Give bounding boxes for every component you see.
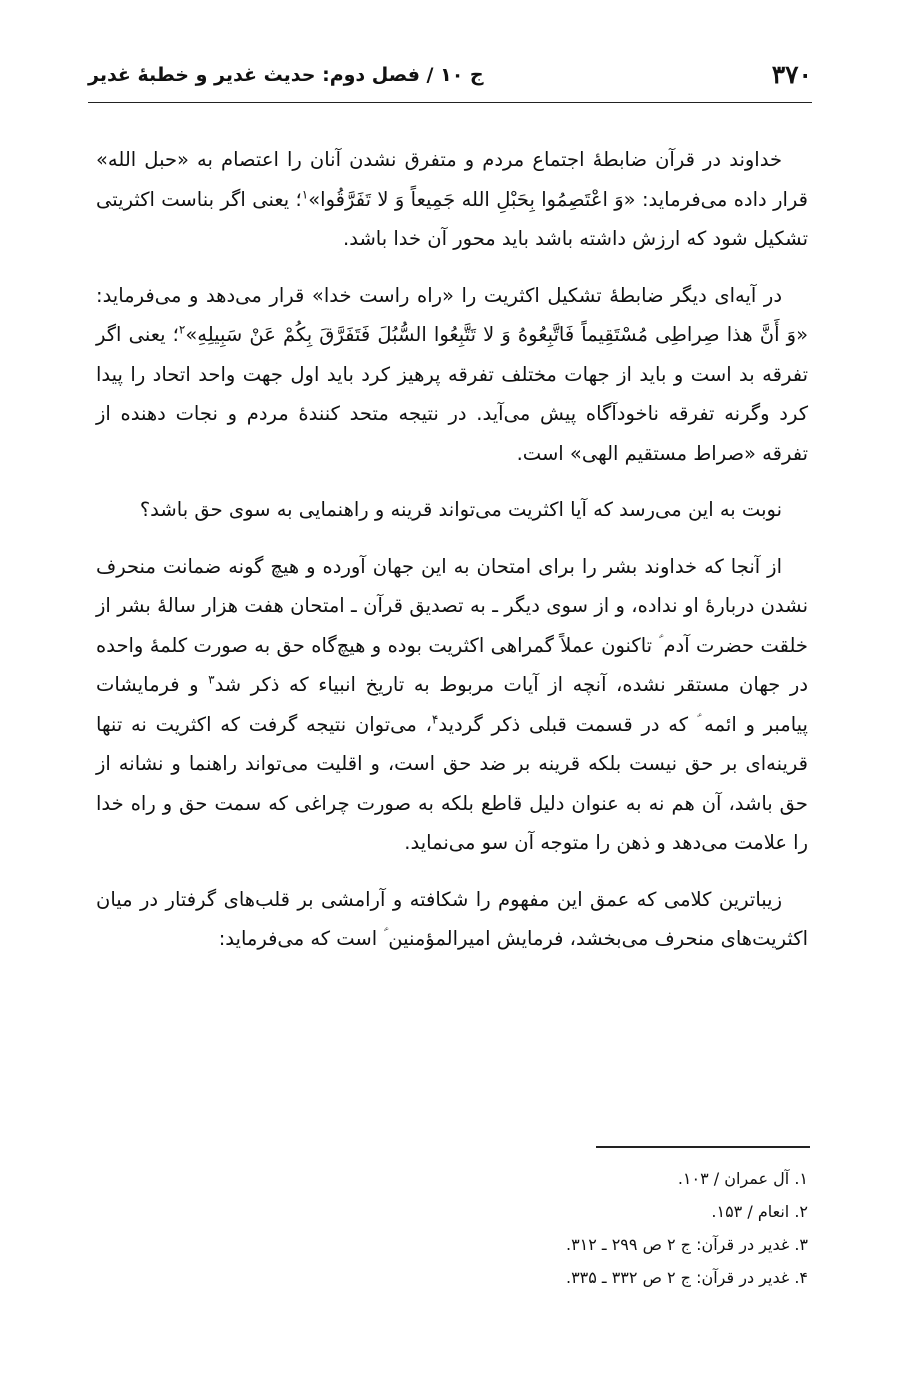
paragraph-4 [96,547,808,863]
paragraph-3 [96,490,808,530]
header-divider [88,102,812,103]
footnote-ref: ۲ [178,322,186,337]
footnote-1: ۱. آل عمران / ۱۰۳. [677,1169,808,1188]
paragraph-text: از آنجا که خداوند بشر را برای امتحان به این جهان آورده و هیچ گونه ضمانت منحرف نشدن دربارهٔ او نداده، و از سوی دیگر ـ به تصدیق قرآن ـ امتحان هفت هزار سالهٔ بشر از خلقت حضرت آدم ؑ تاکنون عملاً گمراهی اکثریت بوده و هیچ‌گاه حق به صورت کلمهٔ واحده در جهان مستقر نشده، آنچه از آیات مربوط به تاریخ انبیاء که ذکر شد [96,554,809,696]
paragraph-2 [96,276,808,474]
page-number: ۳۷۰ [771,60,812,89]
footnote-ref: ۳ [208,672,215,687]
page-body [96,140,808,976]
footnote-2: ۲. انعام / ۱۵۳. [711,1202,808,1221]
paragraph-text: ؛ یعنی اگر بناست اکثریتی تشکیل شود که ارزش داشته باشد باید محور آن خدا باشد. [96,187,808,250]
paragraph-1 [96,140,808,259]
paragraph-text: زیباترین کلامی که عمق این مفهوم را شکافته و آرامشی بر قلب‌های گرفتار در میان اکثریت‌های منحرف می‌بخشد، فرمایش امیرالمؤمنین ؑ است که می‌فرماید: [96,887,808,950]
paragraph-text: نوبت به این می‌رسد که آیا اکثریت می‌تواند قرینه و راهنمایی به سوی حق باشد؟ [139,498,782,521]
paragraph-text: ؛ یعنی اگر تفرقه بد است و باید از جهات مختلف تفرقه پرهیز کرد باید اول جهت واحد اتحاد را پیدا کرد وگرنه تفرقه ناخودآگاه پیش می‌آید. در نتیجه متحد کنندهٔ مردم و نجات دهنده از تفرقه «صراط مستقیم الهی» است. [96,323,808,465]
footnote-4: ۴. غدیر در قرآن: ج ۲ ص ۳۳۲ ـ ۳۳۵. [565,1268,808,1287]
paragraph-text: در آیه‌ای دیگر ضابطهٔ تشکیل اکثریت را «راه راست خدا» قرار می‌دهد و می‌فرماید: «وَ أَنَّ هذا صِراطِی مُسْتَقِیماً فَاتَّبِعُوهُ وَ لا تَتَّبِعُوا السُّبُلَ فَتَفَرَّقَ بِکُمْ عَنْ سَبِیلِهِ» [96,283,808,346]
page-header [88,58,812,100]
paragraph-text: ، می‌توان نتیجه گرفت که اکثریت نه تنها قرینه‌ای بر حق نیست بلکه قرینه بر ضد حق است، و اقلیت می‌تواند راهنما و نشانه از حق باشد، آن هم نه به عنوان دلیل قاطع بلکه به صورت چراغی که سمت حق و راه خدا را علامت می‌دهد و ذهن را متوجه آن سو می‌نماید. [96,712,808,854]
footnote-divider [596,1146,810,1148]
footnote-3: ۳. غدیر در قرآن: ج ۲ ص ۲۹۹ ـ ۳۱۲. [565,1235,808,1254]
footnote-ref: ۱ [301,187,309,201]
footnote-ref: ۴ [431,712,439,726]
paragraph-text: و فرمایشات پیامبر و ائمه ؑ که در قسمت قبلی ذکر گردید [96,673,808,736]
footnotes [96,1162,808,1294]
running-head: ج ۱۰ / فصل دوم: حدیث غدیر و خطبهٔ غدیر [88,64,484,86]
paragraph-5 [96,880,808,959]
paragraph-text: خداوند در قرآن ضابطهٔ اجتماع مردم و متفرق نشدن آنان را اعتصام به «حبل الله» قرار داده می‌فرماید: «وَ اعْتَصِمُوا بِحَبْلِ الله جَمِیعاً وَ لا تَفَرَّقُوا» [96,148,809,211]
